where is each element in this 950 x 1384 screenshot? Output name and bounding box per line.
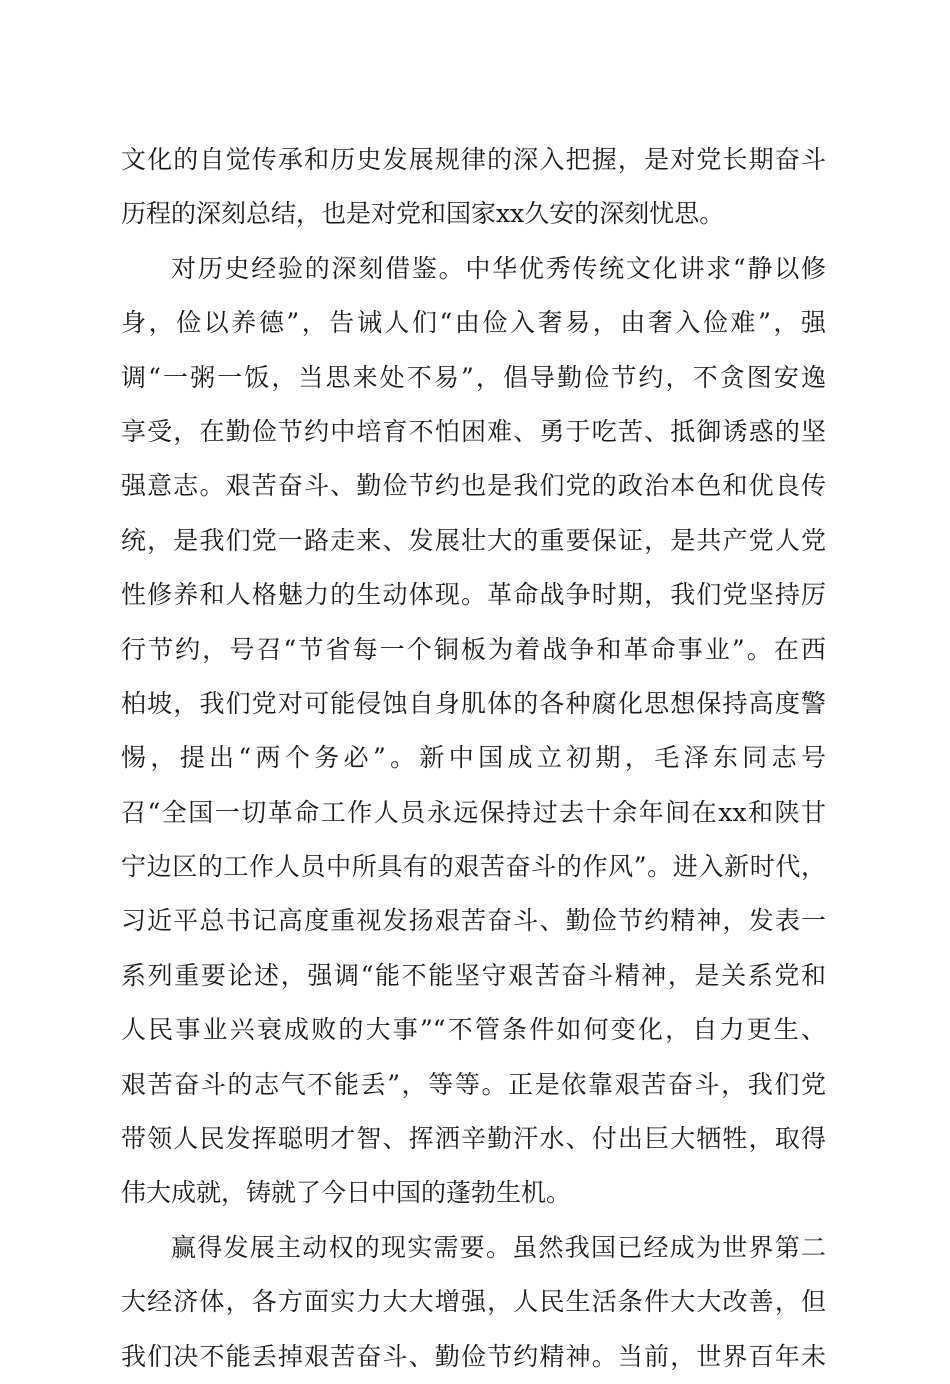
text-line: 人民事业兴衰成败的大事”“不管条件如何变化，自力更生、 xyxy=(121,1015,826,1045)
paragraph-first-line: 赢得发展主动权的现实需要。虽然我国已经成为世界第二 xyxy=(171,1232,826,1262)
text-line: 我们决不能丢掉艰苦奋斗、勤俭节约精神。当前，世界百年未 xyxy=(121,1341,826,1371)
text-line: 宁边区的工作人员中所具有的艰苦奋斗的作风”。进入新时代， xyxy=(121,852,826,882)
text-line: 享受，在勤俭节约中培育不怕困难、勇于吃苦、抵御诱惑的坚 xyxy=(121,416,826,446)
text-line: 伟大成就，铸就了今日中国的蓬勃生机。 xyxy=(121,1178,572,1208)
text-line: 惕，提出“两个务必”。新中国成立初期，毛泽东同志号 xyxy=(121,743,826,773)
text-line: 行节约，号召“节省每一个铜板为着战争和革命事业”。在西 xyxy=(121,634,826,664)
text-line: 柏坡，我们党对可能侵蚀自身肌体的各种腐化思想保持高度警 xyxy=(121,688,826,718)
text-line: 艰苦奋斗的志气不能丢”，等等。正是依靠艰苦奋斗，我们党 xyxy=(121,1069,826,1099)
text-line: 带领人民发挥聪明才智、挥洒辛勤汗水、付出巨大牺牲，取得 xyxy=(121,1124,826,1154)
text-line: 性修养和人格魅力的生动体现。革命战争时期，我们党坚持厉 xyxy=(121,580,826,610)
text-line: 文化的自觉传承和历史发展规律的深入把握，是对党长期奋斗 xyxy=(121,145,826,174)
text-line: 大经济体，各方面实力大大增强，人民生活条件大大改善，但 xyxy=(121,1287,826,1317)
text-line: 历程的深刻总结，也是对党和国家xx久安的深刻忧思。 xyxy=(121,199,725,229)
text-line: 统，是我们党一路走来、发展壮大的重要保证，是共产党人党 xyxy=(121,525,826,555)
text-line: 强意志。艰苦奋斗、勤俭节约也是我们党的政治本色和优良传 xyxy=(121,471,826,501)
text-line: 召“全国一切革命工作人员永远保持过去十余年间在xx和陕甘 xyxy=(121,797,826,827)
text-line: 系列重要论述，强调“能不能坚守艰苦奋斗精神，是关系党和 xyxy=(121,960,826,990)
text-line: 调“一粥一饭，当思来处不易”，倡导勤俭节约，不贪图安逸 xyxy=(121,362,826,392)
body-text xyxy=(121,133,826,1384)
text-line: 习近平总书记高度重视发扬艰苦奋斗、勤俭节约精神，发表一 xyxy=(121,906,826,936)
paragraph-first-line: 对历史经验的深刻借鉴。中华优秀传统文化讲求“静以修 xyxy=(171,253,826,283)
text-line: 身，俭以养德”，告诫人们“由俭入奢易，由奢入俭难”，强 xyxy=(121,308,826,338)
